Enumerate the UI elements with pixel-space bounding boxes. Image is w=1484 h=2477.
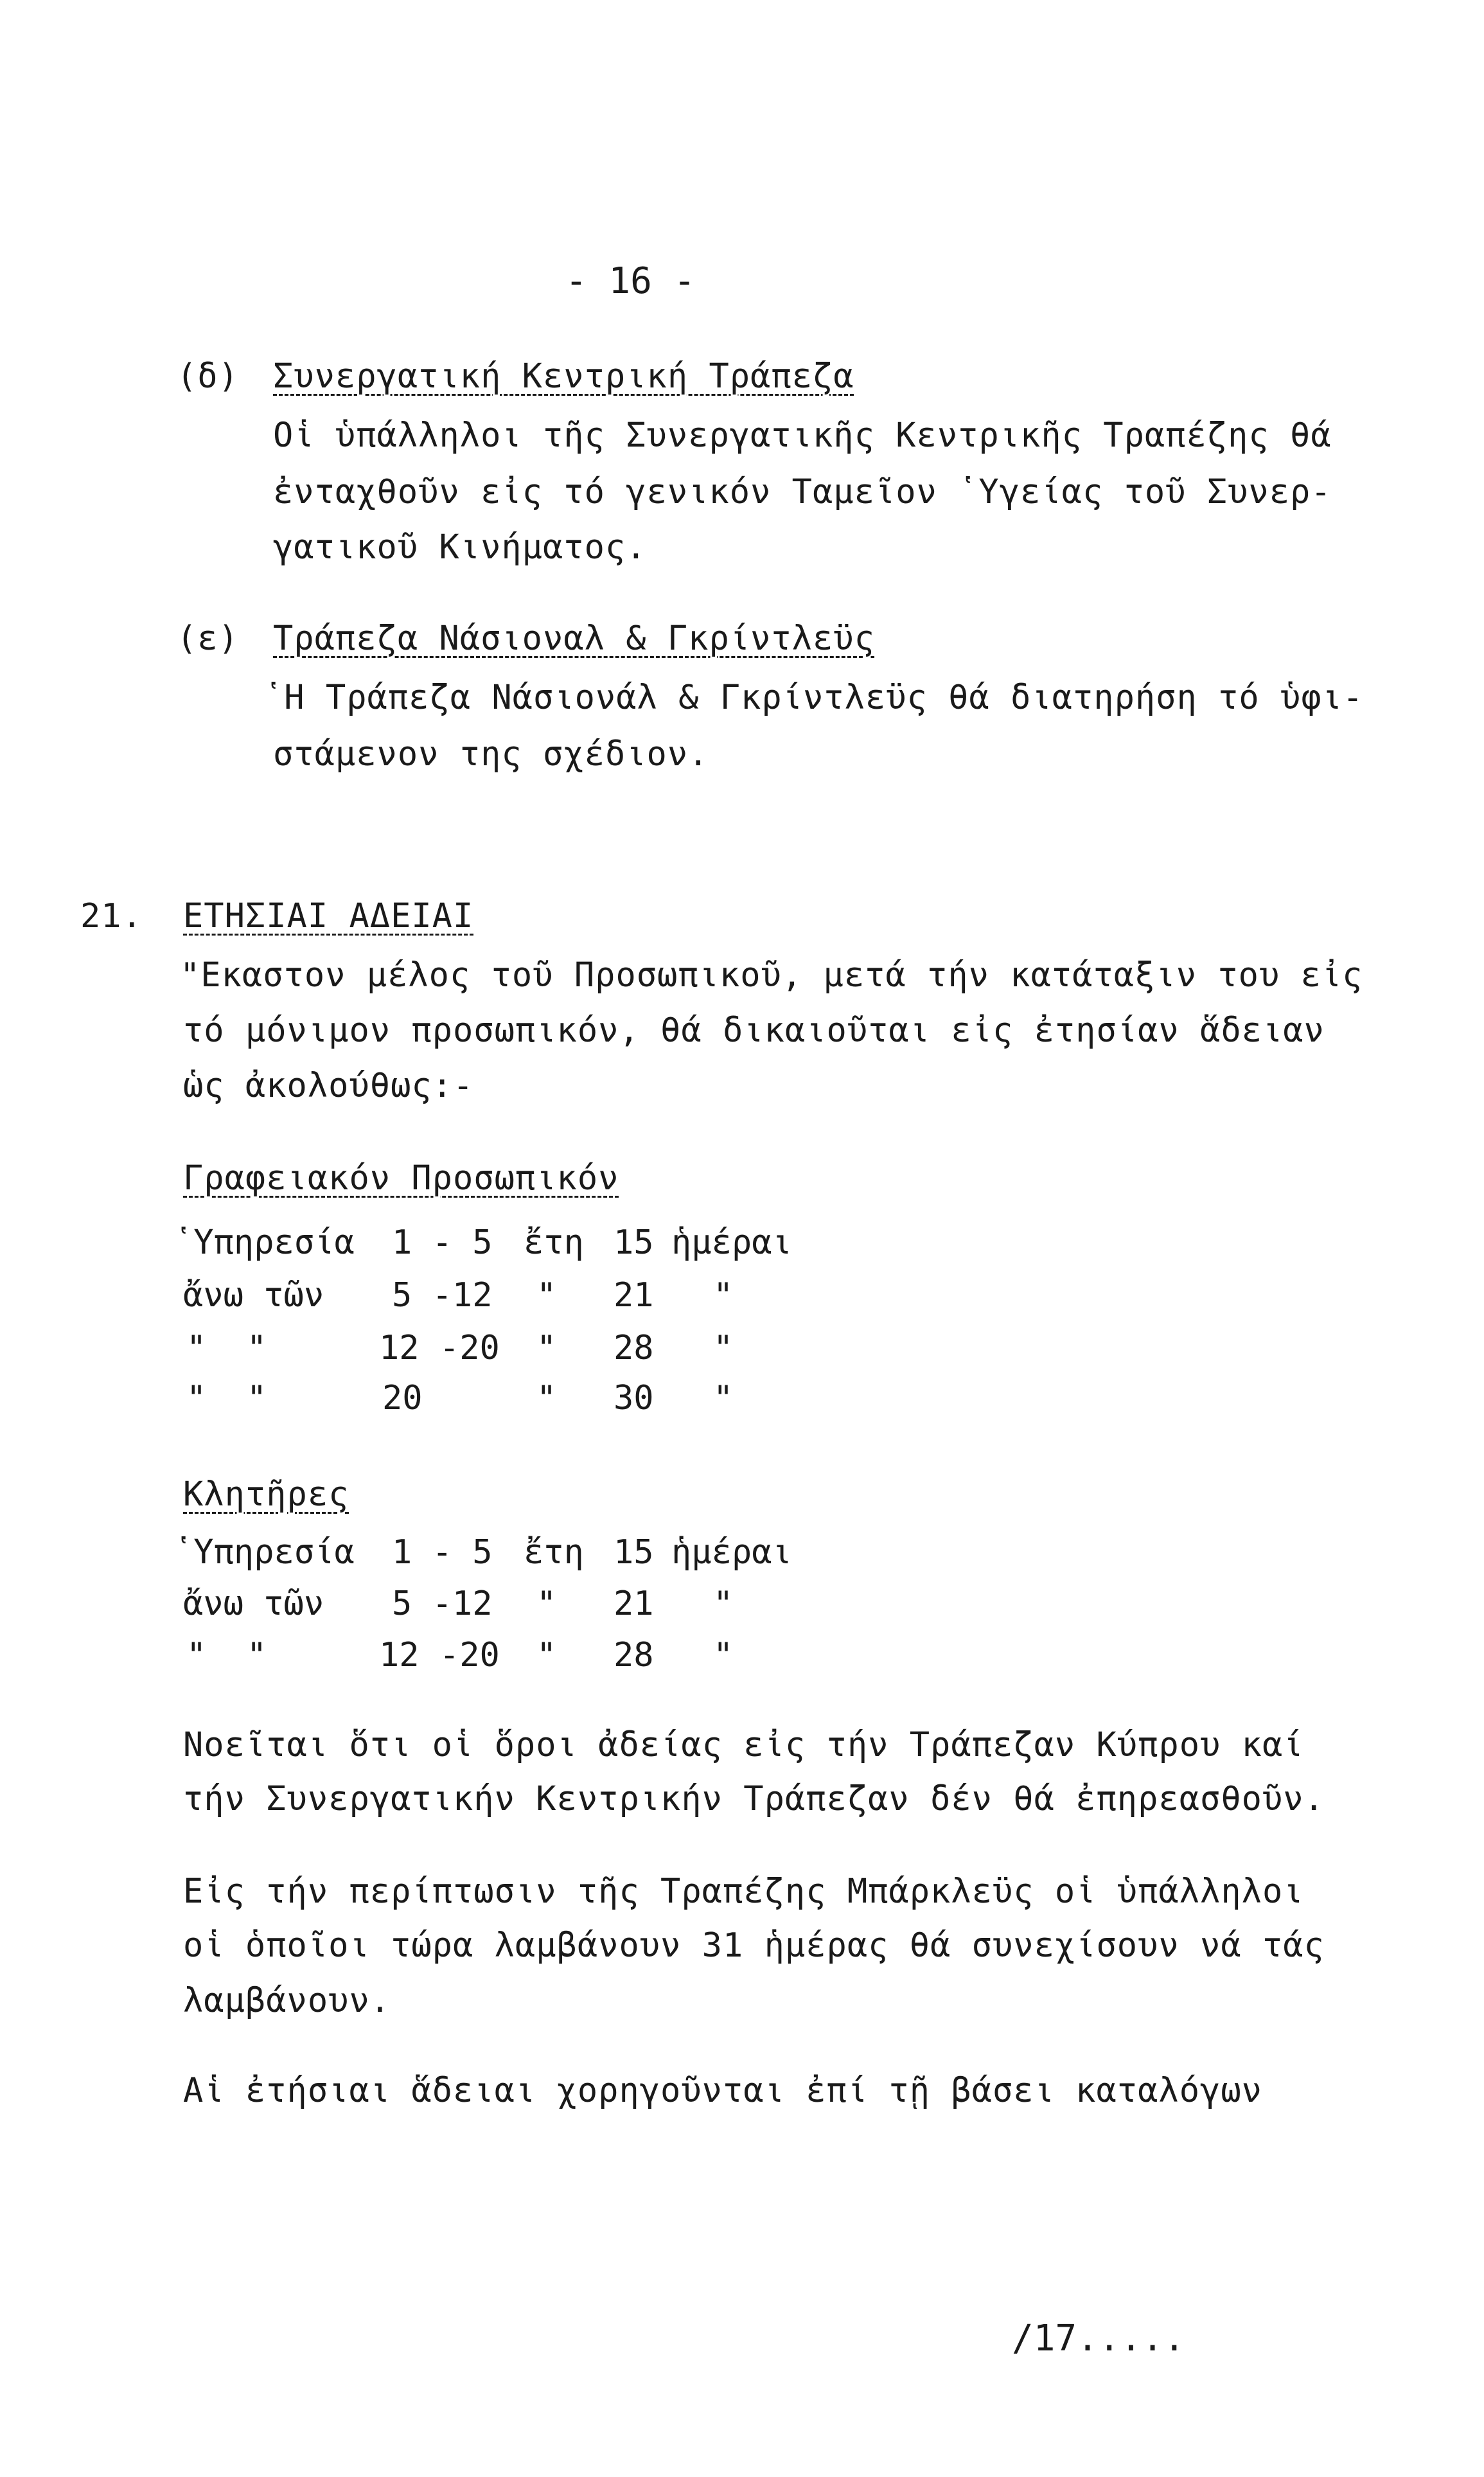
section-e-line-1: ῾Η Τράπεζα Νάσιονάλ & Γκρίντλεϋς θά διατηρήση τό ὑφι- <box>263 679 1364 717</box>
section-e-line-2: στάμενον της σχέδιον. <box>273 735 709 774</box>
section-21-heading: ΕΤΗΣΙΑΙ ΑΔΕΙΑΙ <box>183 897 474 936</box>
note-1-line-2: τήν Συνεργατικήν Κεντρικήν Τράπεζαν δέν θά ἐπηρεασθοῦν. <box>183 1780 1325 1818</box>
section-21-number: 21. <box>80 897 143 936</box>
section-21-intro-line-3: ὡς ἀκολούθως:- <box>183 1067 474 1105</box>
table-cell: " <box>713 1379 734 1417</box>
continuation-marker: /17..... <box>1012 2318 1185 2359</box>
table-cell: 1 - 5 <box>392 1223 493 1262</box>
note-3-line-1: Αἱ ἐτήσιαι ἅδειαι χορηγοῦνται ἐπί τῇ βάσει καταλόγων <box>183 2072 1262 2110</box>
table-cell: " <box>713 1585 734 1623</box>
table-cell: " <box>713 1329 734 1367</box>
table-cell: 15 <box>614 1223 654 1262</box>
note-2-line-1: Εἰς τήν περίπτωσιν τῆς Τραπέζης Μπάρκλεϋς οἱ ὑπάλληλοι <box>183 1872 1304 1911</box>
page-number: - 16 - <box>565 260 696 302</box>
table-cell: ἔτη <box>524 1533 584 1572</box>
table-cell: " <box>536 1329 557 1367</box>
section-d-heading: Συνεργατική Κεντρική Τράπεζα <box>273 357 854 396</box>
table-cell: 20 <box>382 1379 423 1417</box>
table-cell: ἄνω τῶν <box>183 1585 324 1623</box>
office-staff-heading: Γραφειακόν Προσωπικόν <box>183 1159 619 1198</box>
table-cell: 12 -20 <box>379 1329 500 1367</box>
table-cell: ῾Υπηρεσία <box>173 1533 355 1572</box>
table-cell: 28 <box>614 1329 654 1367</box>
note-2-line-2: οἱ ὁποῖοι τώρα λαμβάνουν 31 ἡμέρας θά συνεχίσουν νά τάς <box>183 1926 1325 1965</box>
table-cell: ῾Υπηρεσία <box>173 1223 355 1262</box>
table-cell: " " <box>186 1329 267 1367</box>
section-21-intro-line-2: τό μόνιμον προσωπικόν, θά δικαιοῦται εἰς ἐτησίαν ἅδειαν <box>183 1011 1325 1050</box>
messengers-heading: Κλητῆρες <box>183 1475 349 1514</box>
section-21-intro-line-1: "Εκαστον μέλος τοῦ Προσωπικοῦ, μετά τήν κατάταξιν του εἰς <box>180 956 1363 995</box>
table-cell: " <box>536 1636 557 1674</box>
table-cell: 21 <box>614 1276 654 1315</box>
table-cell: 1 - 5 <box>392 1533 493 1572</box>
table-cell: 5 -12 <box>392 1585 493 1623</box>
table-cell: ἡμέραι <box>671 1533 792 1572</box>
table-cell: 28 <box>614 1636 654 1674</box>
table-cell: 12 -20 <box>379 1636 500 1674</box>
section-d-line-1: Οἱ ὑπάλληλοι τῆς Συνεργατικῆς Κεντρικῆς Τραπέζης θά <box>273 416 1332 455</box>
section-e-heading: Τράπεζα Νάσιοναλ & Γκρίντλεϋς <box>273 619 875 658</box>
table-cell: " <box>536 1276 557 1315</box>
table-cell: ἄνω τῶν <box>183 1276 324 1315</box>
table-cell: 30 <box>614 1379 654 1417</box>
section-e-marker: (ε) <box>177 619 239 658</box>
section-d-line-3: γατικοῦ Κινήματος. <box>273 528 647 567</box>
table-cell: 15 <box>614 1533 654 1572</box>
note-2-line-3: λαμβάνουν. <box>183 1982 391 2020</box>
table-cell: " <box>713 1636 734 1674</box>
table-cell: " <box>536 1585 557 1623</box>
table-cell: " " <box>186 1379 267 1417</box>
table-cell: " " <box>186 1636 267 1674</box>
table-cell: 21 <box>614 1585 654 1623</box>
table-cell: ἡμέραι <box>671 1223 792 1262</box>
table-cell: 5 -12 <box>392 1276 493 1315</box>
table-cell: " <box>713 1276 734 1315</box>
table-cell: " <box>536 1379 557 1417</box>
table-cell: ἔτη <box>524 1223 584 1262</box>
section-d-line-2: ἐνταχθοῦν εἰς τό γενικόν Ταμεῖον ῾Υγείας τοῦ Συνερ- <box>273 473 1332 511</box>
note-1-line-1: Νοεῖται ὅτι οἱ ὅροι ἀδείας εἰς τήν Τράπεζαν Κύπρου καί <box>183 1726 1304 1764</box>
section-d-marker: (δ) <box>177 357 239 396</box>
